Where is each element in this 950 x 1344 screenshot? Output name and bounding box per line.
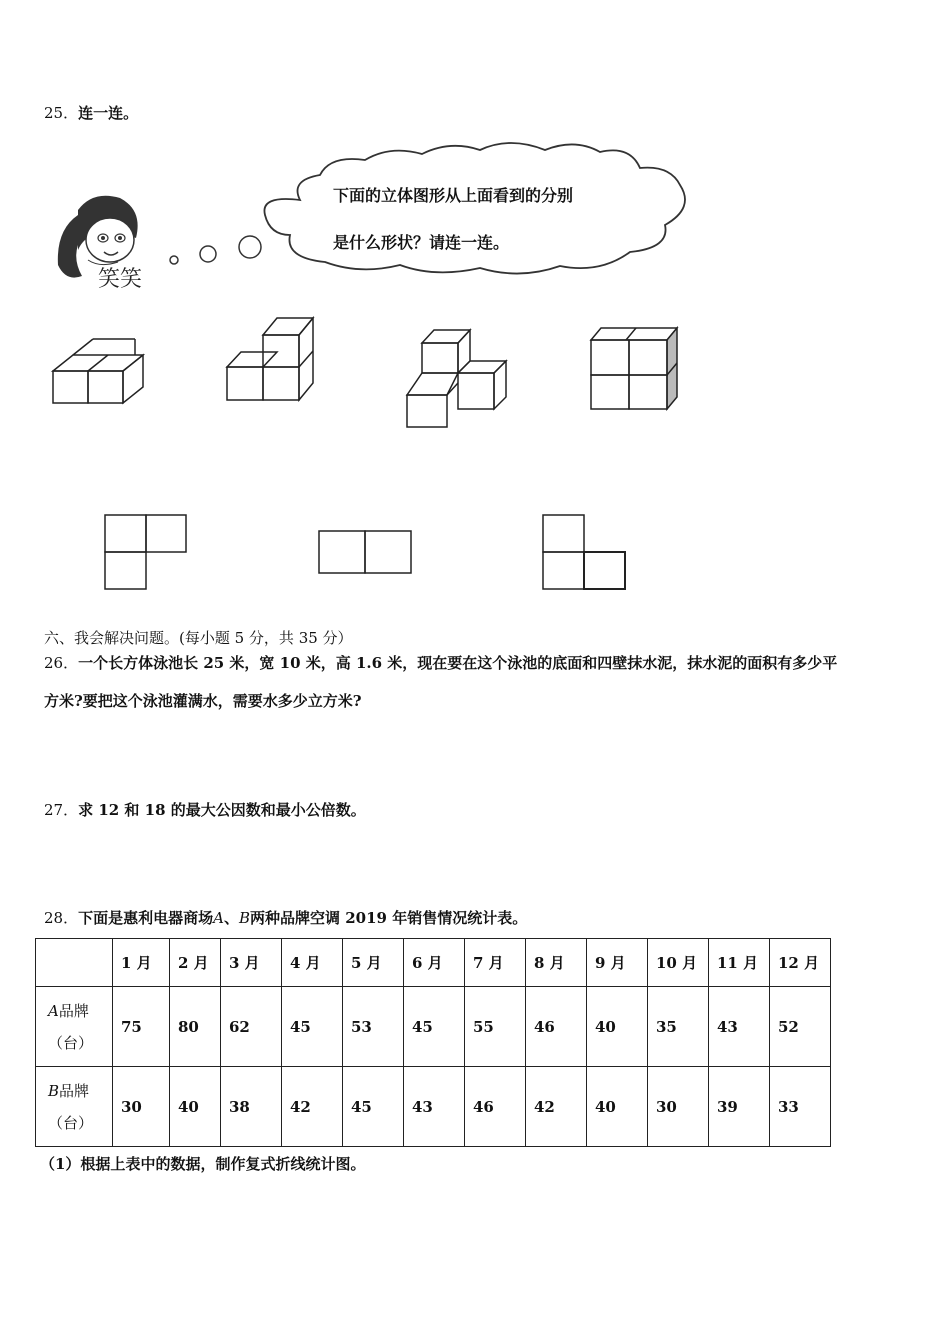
bubble-line-2: 是什么形状？请连一连。 [333,233,510,252]
table-cell: 55 [465,987,526,1067]
month-header: 3 月 [221,939,282,987]
question-suffix: 两种品牌空调 2019 年销售情况统计表。 [250,909,528,927]
table-cell: 40 [170,1067,221,1147]
table-cell: 62 [221,987,282,1067]
brand-label: 品牌 [59,1081,90,1100]
section-6-heading: 六、我会解决问题。(每小题 5 分，共 35 分） [44,629,353,647]
question-26-line-2: 方米?要把这个泳池灌满水，需要水多少立方米? [44,692,362,710]
sub-question-1: （1）根据上表中的数据，制作复式折线统计图。 [40,1155,366,1173]
table-cell: 45 [282,987,343,1067]
thought-bubble [160,140,700,280]
table-cell: 33 [770,1067,831,1147]
bubble-line-1: 下面的立体图形从上面看到的分别 [333,186,574,205]
question-text: 求 12 和 18 的最大公因数和最小公倍数。 [78,801,366,819]
question-number: 25． [44,104,79,122]
table-cell: 42 [526,1067,587,1147]
table-cell: 80 [170,987,221,1067]
separator: 、 [223,909,239,927]
solid-figure-3 [404,327,514,432]
table-cell: 46 [526,987,587,1067]
month-header: 9 月 [587,939,648,987]
table-cell: 30 [648,1067,709,1147]
solid-figure-2 [224,315,319,405]
question-number: 28． [44,909,79,927]
month-header: 5 月 [343,939,404,987]
question-number: 27． [44,801,79,819]
table-cell: 38 [221,1067,282,1147]
brand-b-letter: B [238,909,250,927]
table-row-brand-b [36,1067,831,1147]
top-view-2 [318,530,414,575]
month-header: 1 月 [113,939,170,987]
question-26-line-1 [44,652,837,673]
brand-letter: A [48,1001,59,1020]
table-cell: 43 [404,1067,465,1147]
brand-label: 品牌 [58,1001,89,1020]
table-header-row [36,939,831,987]
top-view-3 [542,514,628,592]
question-number: 26． [44,654,79,672]
table-cell: 53 [343,987,404,1067]
table-corner-cell [36,939,113,987]
question-27 [44,799,366,820]
question-text: 一个长方体泳池长 25 米，宽 10 米，高 1.6 米，现在要在这个泳池的底面和四壁抹水泥，抹水泥的面积有多少平 [78,654,838,672]
unit-label: （台） [48,1113,94,1132]
question-28 [44,907,527,928]
table-cell: 45 [343,1067,404,1147]
girl-caption: 笑笑 [98,267,143,292]
month-header: 4 月 [282,939,343,987]
sales-table [35,938,831,1147]
unit-label: （台） [48,1033,94,1052]
question-text: 连一连。 [78,104,139,122]
table-cell: 40 [587,1067,648,1147]
month-header: 6 月 [404,939,465,987]
table-row-brand-a [36,987,831,1067]
table-cell: 40 [587,987,648,1067]
month-header: 12 月 [770,939,831,987]
question-prefix: 下面是惠利电器商场 [78,909,214,927]
table-cell: 42 [282,1067,343,1147]
table-cell: 39 [709,1067,770,1147]
table-cell: 45 [404,987,465,1067]
table-cell: 30 [113,1067,170,1147]
table-cell: 35 [648,987,709,1067]
top-view-1 [104,514,188,592]
solid-figure-1 [50,335,150,407]
table-cell: 46 [465,1067,526,1147]
brand-letter: B [48,1081,60,1100]
solid-figure-4 [588,325,683,415]
row-label-brand-a [36,987,113,1067]
table-cell: 43 [709,987,770,1067]
row-label-brand-b [36,1067,113,1147]
question-25 [44,102,138,123]
month-header: 2 月 [170,939,221,987]
brand-a-letter: A [213,909,224,927]
month-header: 11 月 [709,939,770,987]
table-cell: 75 [113,987,170,1067]
table-cell: 52 [770,987,831,1067]
month-header: 7 月 [465,939,526,987]
month-header: 10 月 [648,939,709,987]
month-header: 8 月 [526,939,587,987]
